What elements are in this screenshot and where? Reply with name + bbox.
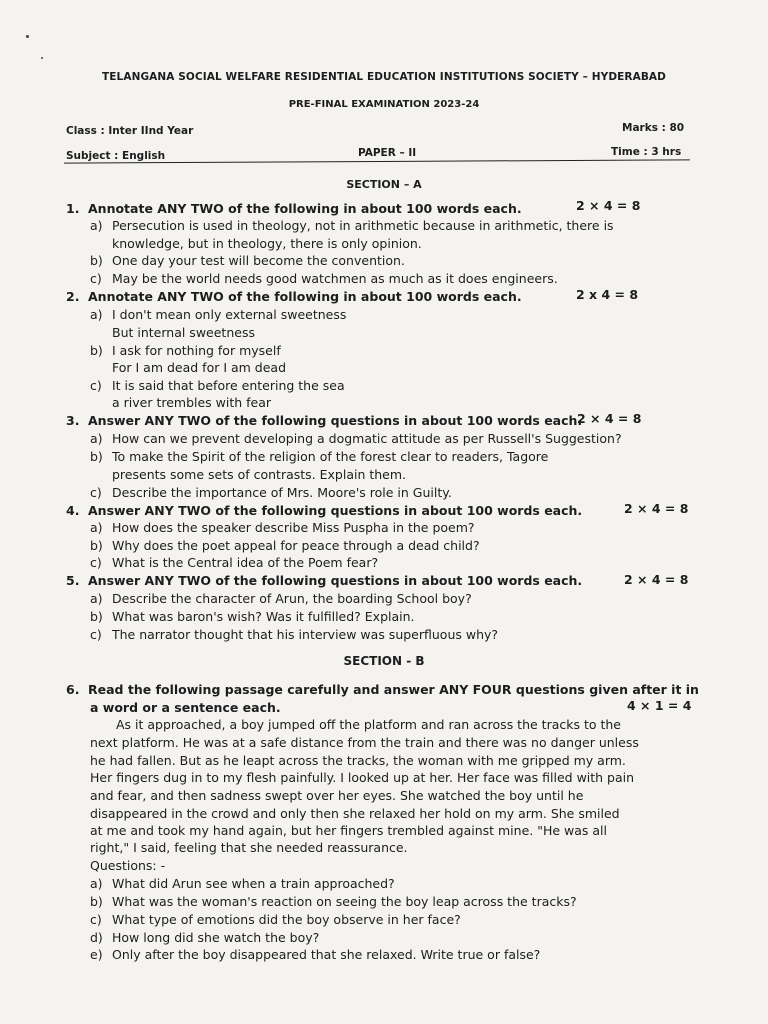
option-b: b) To make the Spirit of the religion of the forest clear to readers, Tagore: [90, 449, 549, 464]
question-text: Answer ANY TWO of the following questions in about 100 words each.: [88, 573, 583, 588]
question-number: 2.: [66, 289, 80, 304]
question-text: Answer ANY TWO of the following questions in about 100 words each.: [88, 413, 583, 428]
question-marks: 2 × 4 = 8: [624, 501, 689, 516]
subject-label: Subject : English: [66, 150, 166, 162]
question-6: [66, 682, 699, 697]
marks-label: Marks : 80: [622, 122, 685, 134]
option-a-cont: knowledge, but in theology, there is only opinion.: [112, 236, 422, 251]
society-heading: TELANGANA SOCIAL WELFARE RESIDENTIAL EDUCATION INSTITUTIONS SOCIETY – HYDERABAD: [102, 71, 666, 83]
passage-line: Her fingers dug in to my flesh painfully. I looked up at her. Her face was filled with pain: [90, 770, 635, 785]
question-marks: 4 × 1 = 4: [627, 698, 692, 713]
question-5: [66, 573, 582, 588]
option-b-cont: For I am dead for I am dead: [112, 360, 287, 375]
option-c: c) The narrator thought that his interview was superfluous why?: [90, 627, 499, 642]
option-b: b) Why does the poet appeal for peace through a dead child?: [90, 538, 480, 553]
question-1: [66, 201, 522, 216]
question-marks: 2 × 4 = 8: [576, 198, 641, 213]
sub-question-b: b) What was the woman's reaction on seeing the boy leap across the tracks?: [90, 894, 577, 909]
question-number: 6.: [66, 682, 80, 697]
question-text: Annotate ANY TWO of the following in about 100 words each.: [88, 201, 522, 216]
passage-line: disappeared in the crowd and only then she relaxed her hold on my arm. She smiled: [90, 806, 620, 821]
question-number: 3.: [66, 413, 80, 428]
option-c: c) It is said that before entering the sea: [90, 378, 345, 393]
option-c-cont: a river trembles with fear: [112, 395, 272, 410]
question-number: 5.: [66, 573, 80, 588]
question-text: Read the following passage carefully and answer ANY FOUR questions given after it in: [88, 682, 699, 697]
questions-label: Questions: -: [90, 858, 166, 873]
option-c: c) May be the world needs good watchmen as much as it does engineers.: [90, 271, 558, 286]
class-label: Class : Inter IInd Year: [66, 125, 194, 137]
question-text: Annotate ANY TWO of the following in about 100 words each.: [88, 289, 522, 304]
sub-question-c: c) What type of emotions did the boy observe in her face?: [90, 912, 461, 927]
sub-question-a: a) What did Arun see when a train approached?: [90, 876, 395, 891]
time-label: Time : 3 hrs: [611, 146, 682, 158]
option-b: b) What was baron's wish? Was it fulfilled? Explain.: [90, 609, 415, 624]
question-2: [66, 289, 522, 304]
option-b: b) I ask for nothing for myself: [90, 343, 281, 358]
question-marks: 2 × 4 = 8: [624, 572, 689, 587]
scan-speck: [26, 35, 29, 38]
question-3: [66, 413, 582, 428]
exam-title: PRE-FINAL EXAMINATION 2023-24: [288, 99, 480, 110]
question-number: 4.: [66, 503, 80, 518]
option-a: a) How can we prevent developing a dogmatic attitude as per Russell's Suggestion?: [90, 431, 622, 446]
option-a: a) I don't mean only external sweetness: [90, 307, 347, 322]
sub-question-d: d) How long did she watch the boy?: [90, 930, 320, 945]
option-a-cont: But internal sweetness: [112, 325, 255, 340]
passage-line: next platform. He was at a safe distance from the train and there was no danger unless: [90, 735, 639, 750]
question-marks: 2 × 4 = 8: [577, 411, 642, 426]
passage-line: he had fallen. But as he leapt across the tracks, the woman with me gripped my arm.: [90, 753, 626, 768]
section-a-heading: SECTION – A: [346, 178, 422, 191]
question-6-cont: a word or a sentence each.: [90, 700, 281, 715]
section-b-heading: SECTION - B: [343, 654, 425, 668]
scan-speck: [41, 57, 43, 59]
option-b: b) One day your test will become the convention.: [90, 253, 405, 268]
option-a: a) Describe the character of Arun, the boarding School boy?: [90, 591, 472, 606]
sub-question-e: e) Only after the boy disappeared that she relaxed. Write true or false?: [90, 947, 541, 962]
option-c: c) Describe the importance of Mrs. Moore's role in Guilty.: [90, 485, 452, 500]
option-a: a) Persecution is used in theology, not in arithmetic because in arithmetic, there is: [90, 218, 614, 233]
option-c: c) What is the Central idea of the Poem fear?: [90, 555, 379, 570]
option-a: a) How does the speaker describe Miss Puspha in the poem?: [90, 520, 475, 535]
passage-line: at me and took my hand again, but her fingers trembled against mine. "He was all: [90, 823, 608, 838]
passage-line: As it approached, a boy jumped off the platform and ran across the tracks to the: [116, 717, 621, 732]
question-number: 1.: [66, 201, 80, 216]
question-4: [66, 503, 582, 518]
question-text: Answer ANY TWO of the following questions in about 100 words each.: [88, 503, 583, 518]
paper-label: PAPER – II: [358, 147, 417, 159]
option-b-cont: presents some sets of contrasts. Explain them.: [112, 467, 407, 482]
passage-line: right," I said, feeling that she needed reassurance.: [90, 840, 408, 855]
question-marks: 2 x 4 = 8: [576, 287, 639, 302]
passage-line: and fear, and then sadness swept over her eyes. She watched the boy until he: [90, 788, 584, 803]
